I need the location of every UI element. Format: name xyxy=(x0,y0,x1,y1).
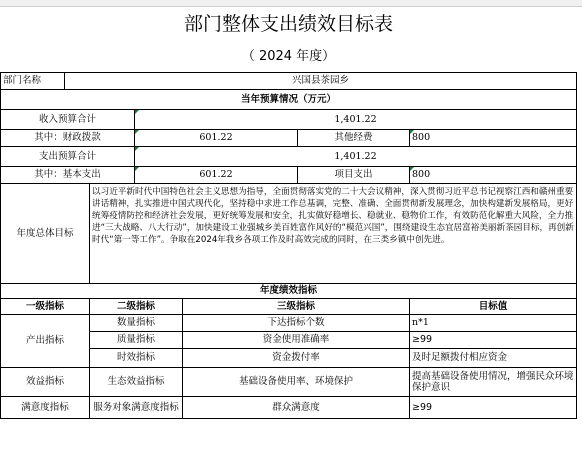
annual-goal-text: 以习近平新时代中国特色社会主义思想为指导，全面贯彻落实党的二十大会议精神，深入贯彻习近平总书记视察江西和赣州重要讲话精神，扎实推进中国式现代化，坚持稳中求进工作总基调，完整、准确、全面贯彻新发展理念，加快构建新发展格局，更好统筹疫情防控和经济社会发展，更好统筹发展和安全，扎实做好稳增长、稳就业、稳物价工作，有效防范化解重大风险，全力推进“三大战略、八大行动”，加快建设工业强城乡美百姓富作风好的“模范兴国”，围绕建设生态宜居富裕美丽新茶园目标，再创新时代“第一等工作”。争取在2024年我乡各项工作及时高效完成的同时，在三类乡镇中创先进。 xyxy=(90,183,577,283)
row-l3: 群众满意度 xyxy=(183,396,410,418)
budget-heading: 当年预算情况（万元） xyxy=(1,89,577,109)
col-header-l2: 二级指标 xyxy=(90,298,183,314)
row-l2: 数量指标 xyxy=(90,314,183,331)
income-total-value: 1,401.22 xyxy=(135,109,577,129)
row-l3: 下达指标个数 xyxy=(183,314,410,331)
expense-total-value: 1,401.22 xyxy=(135,146,577,166)
row-l1-output: 产出指标 xyxy=(1,314,90,367)
row-target: ≥99 xyxy=(410,331,577,348)
expense-project-label: 项目支出 xyxy=(298,166,410,183)
table-row xyxy=(1,314,577,331)
perf-heading: 年度绩效指标 xyxy=(1,283,577,298)
row-target: 及时足额拨付相应资金 xyxy=(410,348,577,367)
dept-name-value: 兴国县茶园乡 xyxy=(65,72,577,89)
row-l1-satisfaction: 满意度指标 xyxy=(1,396,90,418)
row-l2: 时效指标 xyxy=(90,348,183,367)
expense-basic-value: 601.22 xyxy=(135,166,298,183)
dept-name-label: 部门名称 xyxy=(1,72,65,89)
expense-project-value: 800 xyxy=(410,166,577,183)
col-header-l1: 一级指标 xyxy=(1,298,90,314)
col-header-target: 目标值 xyxy=(410,298,577,314)
row-target: n*1 xyxy=(410,314,577,331)
annual-goal-label: 年度总体目标 xyxy=(1,183,90,283)
row-target: 提高基础设备使用情况，增强民众环境保护意识 xyxy=(410,367,577,396)
row-target: ≥99 xyxy=(410,396,577,418)
income-other-label: 其他经费 xyxy=(298,129,410,146)
col-header-l3: 三级指标 xyxy=(183,298,410,314)
row-l1-benefit: 效益指标 xyxy=(1,367,90,396)
income-other-value: 800 xyxy=(410,129,577,146)
row-l2: 质量指标 xyxy=(90,331,183,348)
year-label: （ 2024 年度） xyxy=(241,49,336,65)
row-l2: 服务对象满意度指标 xyxy=(90,396,183,418)
income-total-label: 收入预算合计 xyxy=(1,109,135,129)
row-l3: 资金使用准确率 xyxy=(183,331,410,348)
table-row xyxy=(1,367,577,396)
performance-goal-sheet xyxy=(0,6,577,419)
income-fiscal-label: 其中：财政拨款 xyxy=(1,129,135,146)
row-l3: 基础设备使用率、环境保护 xyxy=(183,367,410,396)
sheet-title: 部门整体支出绩效目标表 xyxy=(184,12,394,35)
row-l2: 生态效益指标 xyxy=(90,367,183,396)
expense-total-label: 支出预算合计 xyxy=(1,146,135,166)
table-row xyxy=(1,396,577,418)
row-l3: 资金拨付率 xyxy=(183,348,410,367)
expense-basic-label: 其中：基本支出 xyxy=(1,166,135,183)
income-fiscal-value: 601.22 xyxy=(135,129,298,146)
